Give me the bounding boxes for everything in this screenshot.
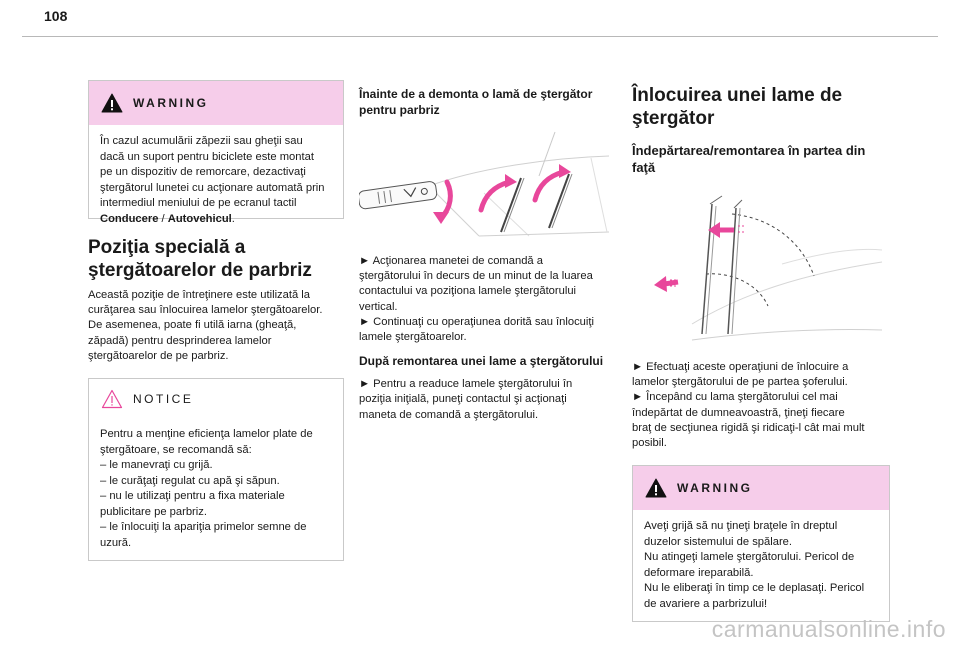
notice-text: Pentru a menţine eficienţa lamelor plate de ştergătoare, se recomandă să: – le manevraţi cu grijă. – le curăţaţi regulat cu apă şi săpun. – nu le utilizaţi pentru a fixa materiale publicitare pe parbriz. – le înlocuiţi la apariţia primelor semne de uzură. xyxy=(100,428,313,549)
notice-box xyxy=(88,378,344,561)
notice-header xyxy=(89,379,343,419)
lift-steps-text: ► Efectuaţi aceste operaţiuni de înlocuire a lamelor ştergătorului de pe partea şoferului. ► Începând cu lama ştergătorului cel mai îndepărtat de dumneavoastră, ţineţi fiecare braţ de secţiunea rigidă şi ridicaţi-l cât mai mult posibil. xyxy=(632,361,865,450)
special-position-section xyxy=(88,236,344,364)
before-removal-heading: Înainte de a demonta o lamă de ştergător pentru parbriz xyxy=(359,87,593,117)
warning-box xyxy=(88,80,344,225)
warning-box-2 xyxy=(632,465,890,622)
wiper-lift-illustration xyxy=(632,184,890,354)
warning-title-2: WARNING xyxy=(677,481,753,496)
front-removal-heading: Îndepărtarea/remontarea în partea din faţă xyxy=(632,143,866,175)
warning-header xyxy=(89,81,343,125)
warning-text: În cazul acumulării zăpezii sau gheţii sau dacă un suport pentru biciclete este montat pe un dispozitiv de remorcare, dezactivaţi ştergătorul lunetei cu acţionare automată prin intermediul meniului de pe ecranul tactil Conducere / Autovehicul. xyxy=(100,135,325,225)
notice-title: NOTICE xyxy=(133,392,194,407)
column-left xyxy=(88,80,344,561)
warning-text-2: Aveţi grijă să nu ţineţi braţele în dreptul duzelor sistemului de spălare. Nu atingeţi lamele ştergătorului. Pericol de deformare ireparabilă. Nu le eliberaţi în timp ce le deplasaţi. Pericol de avariere a parbrizului! xyxy=(644,520,865,610)
wiper-stalk-illustration xyxy=(359,128,617,240)
section-title: Poziţia specială a ştergătoarelor de parbriz xyxy=(88,237,312,281)
warning-triangle-icon xyxy=(101,93,123,113)
notice-triangle-icon xyxy=(101,389,123,409)
page-number: 108 xyxy=(44,8,68,24)
after-refit-text: ► Pentru a readuce lamele ştergătorului în poziţia iniţială, puneţi contactul şi acţionaţi maneta de comandă a ştergătorului. xyxy=(359,378,573,421)
column-right xyxy=(632,84,890,622)
replace-blade-title: Înlocuirea unei lame de ştergător xyxy=(632,85,843,129)
warning-triangle-icon xyxy=(645,478,667,498)
wiper-steps-text: ► Acţionarea manetei de comandă a ştergătorului în decurs de un minut de la luarea contactului va poziţiona lamele ştergătorului vertical. ► Continuaţi cu operaţiunea dorită sau înlocuiţi lamele ştergătoarelor. xyxy=(359,255,594,344)
section-body: Această poziţie de întreţinere este utilizată la curăţarea sau înlocuirea lamelor ştergătoarelor. De asemenea, poate fi utilă iarna (gheaţă, zăpadă) pentru desprinderea lamelor ştergătoarelor de pe parbriz. xyxy=(88,289,323,362)
warning-header-2 xyxy=(633,466,889,510)
column-middle xyxy=(359,86,617,423)
header-divider xyxy=(22,36,938,37)
after-refit-heading: După remontarea unei lame a ştergătorului xyxy=(359,354,604,369)
warning-title: WARNING xyxy=(133,96,209,110)
watermark: carmanualsonline.info xyxy=(711,616,946,642)
